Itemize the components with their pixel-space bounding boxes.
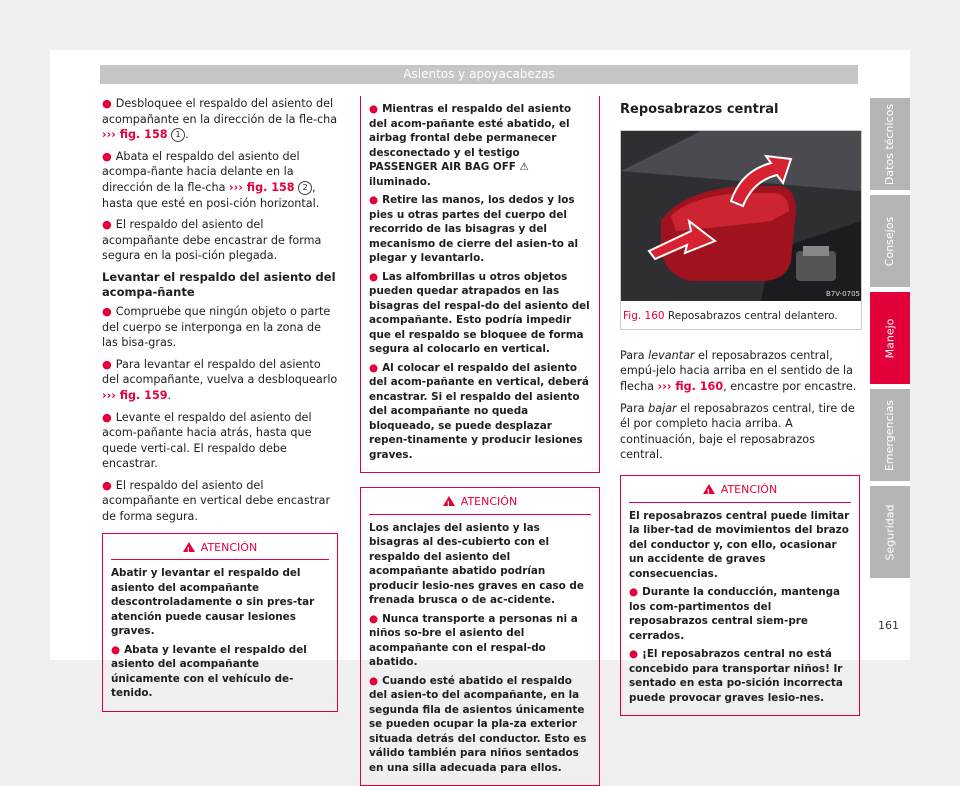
warning-icon (443, 496, 455, 506)
tab-datos-tecnicos[interactable]: Datos técnicos (870, 98, 910, 190)
figure-caption: Fig. 160 Reposabrazos central delantero. (623, 310, 838, 323)
fig-link[interactable]: ››› fig. 158 (102, 128, 168, 142)
bullet-5: ● Para levantar el respaldo del asiento del acompañante, vuelva a desbloquearlo ››› fig. 159. (102, 357, 338, 402)
page-header: Asientos y apoyacabezas (100, 65, 858, 84)
column-2 (360, 96, 600, 786)
tab-emergencias[interactable]: Emergencias (870, 389, 910, 481)
bullet-4: ● Compruebe que ningún objeto o parte del cuerpo se interponga en la zona de las bisa-gras. (102, 304, 331, 350)
callout-2: 2 (298, 181, 312, 195)
tab-manejo[interactable]: Manejo (870, 292, 910, 384)
section-title: Reposabrazos central (620, 102, 779, 117)
warning-box: !ATENCIÓN Los anclajes del asiento y las bisagras al des-cubierto con el respaldo del asiento del acompañante abatido podrían producir lesio-nes graves en caso de frenada brusca o de ac-cidente. ● Nunca transporte a personas ni a niños so-bre el asiento del acompañante con el respal-do abatido. ● Cuando esté abatido el respaldo del asien-to del acompañante, en la segunda fila de asientos únicamente se pueden ocupar la pla-za exterior situada detrás del conductor. Esto es válido también para niños sentados en una silla adecuada para ellos. (360, 487, 600, 786)
tab-consejos[interactable]: Consejos (870, 195, 910, 287)
armrest-photo (621, 131, 861, 301)
bullet-7: ● El respaldo del asiento del acompañante en vertical debe encastrar de forma segura. (102, 478, 331, 524)
warning-icon (703, 484, 715, 494)
warning-box-continued: ● Mientras el respaldo del asiento del acom-pañante esté abatido, el airbag frontal debe permanecer desconectado y el testigo PASSENGER AIR BAG OFF ⚠ iluminado. ● Retire las manos, los dedos y los pies u otras partes del cuerpo del recorrido de las bisagras y del mecanismo de cierre del asien-to al plegar y levantarlo. ● Las alfombrillas u otros objetos pueden quedar atrapados en las bisagras del respal-do del asiento del acompañante. Esto podría impedir que el respaldo se bloquee de forma segura al colocarlo en vertical. ● Al colocar el respaldo del asiento del acom-pañante en vertical, deberá encastrar. Si el respaldo del asiento del acompañante no queda bloqueado, se puede desplazar repen-tinamente y producir lesiones graves. (360, 96, 600, 473)
page-number: 161 (878, 619, 899, 632)
bullet-3: ● El respaldo del asiento del acompañante debe encastrar de forma segura en la posi-ción plegada. (102, 218, 322, 263)
paragraph-2: Para bajar el reposabrazos central, tire de él por completo hacia arriba. A continuación, baje el reposabrazos central. (620, 401, 855, 462)
figure-armrest (620, 130, 862, 330)
paragraph-1: Para levantar el reposabrazos central, empú-jelo hacia arriba en el sentido de la flecha ››› fig. 160, encastre por encastre. (620, 348, 857, 393)
callout-1: 1 (171, 128, 185, 142)
fig-link[interactable]: ››› fig. 158 (229, 180, 295, 194)
column-1 (102, 96, 338, 712)
svg-text:B7V-0705: B7V-0705 (826, 289, 860, 298)
chapter-tabs (870, 98, 910, 583)
bullet-1: ● Desbloquee el respaldo del asiento del acompañante en la dirección de la fle-cha ››› fig. 158 1 . (102, 97, 338, 142)
fig-link[interactable]: ››› fig. 160 (657, 379, 724, 393)
fig-link[interactable]: ››› fig. 159 (102, 388, 168, 402)
bullet-2: ● Abata el respaldo del asiento del acompa-ñante hacia delante en la dirección de la fle-cha ››› fig. 158 2 , hasta que esté en posi-ción horizontal. (102, 149, 320, 210)
subheading: Levantar el respaldo del asiento del acompa-ñante (102, 269, 336, 299)
tab-seguridad[interactable]: Seguridad (870, 486, 910, 578)
bullet-6: ● Levante el respaldo del asiento del acom-pañante hacia atrás, hasta que quede verti-cal. El respaldo debe encastrar. (102, 410, 312, 471)
warning-icon (183, 542, 195, 552)
column-3 (620, 96, 860, 716)
warning-box: !ATENCIÓN El reposabrazos central puede limitar la liber-tad de movimientos del brazo del conductor y, con ello, ocasionar un accidente de graves consecuencias. ● Durante la conducción, mantenga los com-partimentos del reposabrazos central siem-pre cerrados. ● ¡El reposabrazos central no está concebido para transportar niños! Ir sentado en esta po-sición incorrecta puede provocar graves lesio-nes. (620, 475, 860, 716)
warning-box: !ATENCIÓN Abatir y levantar el respaldo del asiento del acompañante descontroladamente o sin pres-tar atención puede causar lesiones graves. ● Abata y levante el respaldo del asiento del acompañante únicamente con el vehículo de-tenido. (102, 533, 338, 712)
